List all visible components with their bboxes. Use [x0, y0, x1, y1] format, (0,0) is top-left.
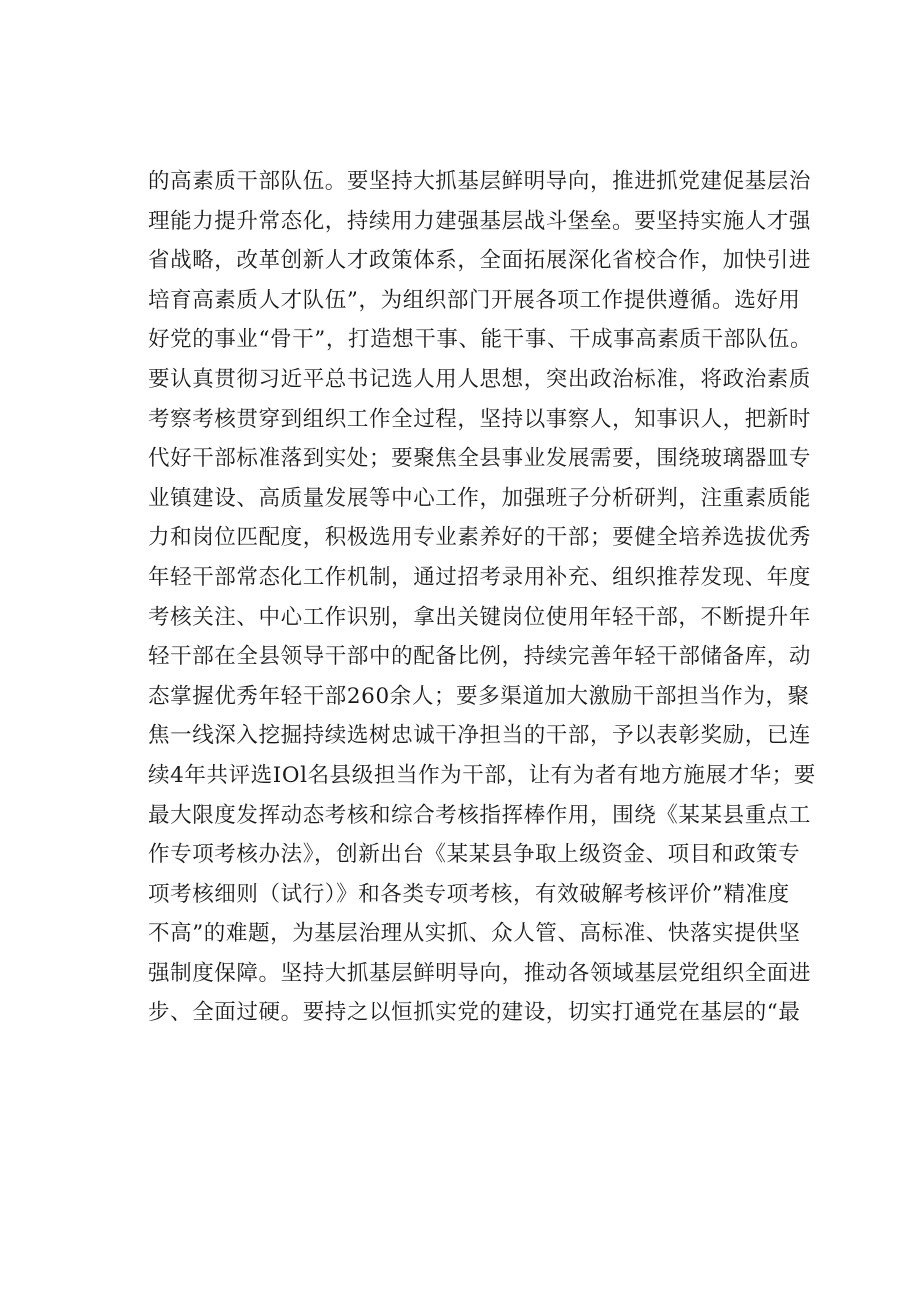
text-line-4: 培育高素质人才队伍”，为组织部门开展各项工作提供遵循。选好用	[148, 287, 801, 313]
text-line-2: 理能力提升常态化，持续用力建强基层战斗堡垒。要坚持实施人才强	[148, 208, 812, 234]
text-line-5: 好党的事业“骨干”，打造想干事、能干事、干成事高素质干部队伍。	[148, 327, 813, 353]
text-line-8: 代好干部标准落到实处；要聚焦全县事业发展需要，围绕玻璃器皿专	[148, 446, 812, 472]
text-line-22: 步、全面过硬。要持之以恒抓实党的建设，切实打通党在基层的“最	[148, 1000, 801, 1026]
text-line-12: 考核关注、中心工作识别，拿出关键岗位使用年轻干部，不断提升年	[148, 604, 812, 630]
text-line-7: 考察考核贯穿到组织工作全过程，坚持以事察人，知事识人，把新时	[148, 406, 812, 432]
text-line-17: 最大限度发挥动态考核和综合考核指挥棒作用，围绕《某某县重点工	[148, 802, 812, 828]
text-line-1: 的高素质干部队伍。要坚持大抓基层鲜明导向，推进抓党建促基层治	[148, 169, 812, 194]
text-line-18: 作专项考核办法》，创新出台《某某县争取上级资金、项目和政策专	[148, 842, 801, 868]
text-line-14: 态掌握优秀年轻干部260余人；要多渠道加大激励干部担当作为，聚	[148, 683, 810, 709]
text-line-9: 业镇建设、高质量发展等中心工作，加强班子分析研判，注重素质能	[148, 485, 812, 511]
text-line-20: 不高”的难题，为基层治理从实抓、众人管、高标准、快落实提供坚	[148, 921, 801, 947]
text-line-3: 省战略，改革创新人才政策体系，全面拓展深化省校合作，加快引进	[148, 248, 812, 274]
text-line-15: 焦一线深入挖掘持续选树忠诚干净担当的干部，予以表彰奖励，已连	[148, 723, 812, 749]
text-line-21: 强制度保障。坚持大抓基层鲜明导向，推动各领域基层党组织全面进	[148, 960, 812, 986]
text-line-10: 力和岗位匹配度，积极选用专业素养好的干部；要健全培养选拔优秀	[148, 525, 812, 551]
body-text	[148, 162, 816, 1033]
text-line-19: 项考核细则（试行）》和各类专项考核，有效破解考核评价”精准度	[148, 881, 790, 907]
text-line-13: 轻干部在全县领导干部中的配备比例，持续完善年轻干部储备库，动	[148, 644, 812, 670]
text-line-11: 年轻干部常态化工作机制，通过招考录用补充、组织推荐发现、年度	[148, 564, 812, 590]
text-line-6: 要认真贯彻习近平总书记选人用人思想，突出政治标准，将政治素质	[148, 366, 812, 392]
text-line-16: 续4年共评选IOl名县级担当作为干部，让有为者有地方施展才华；要	[148, 762, 816, 788]
